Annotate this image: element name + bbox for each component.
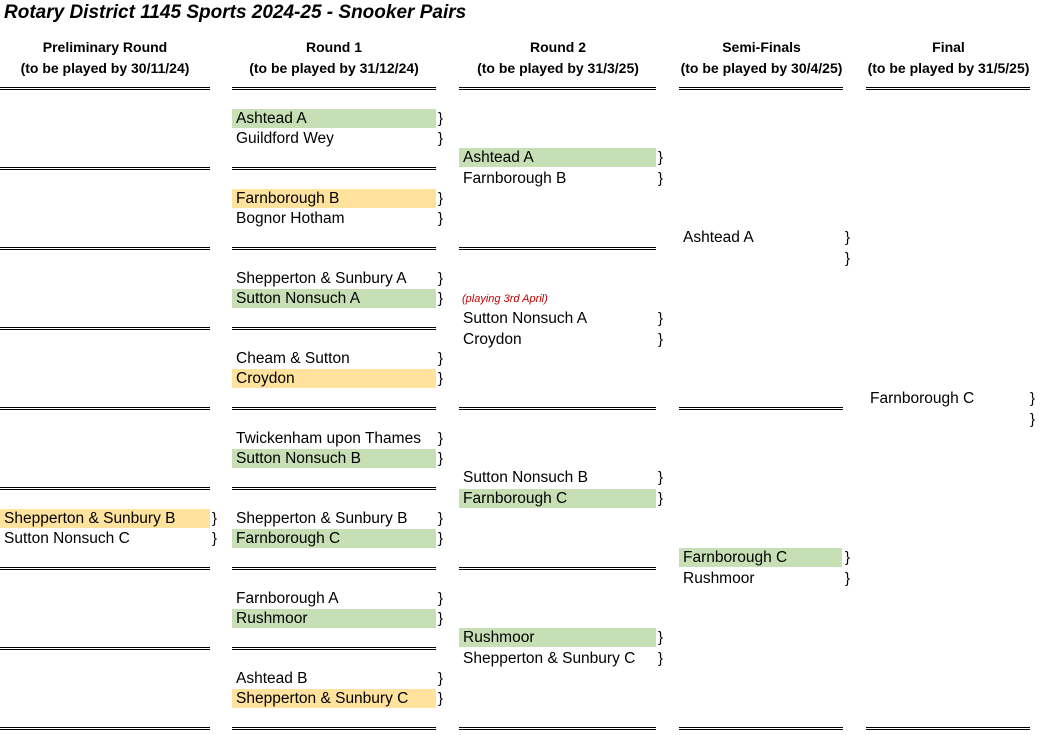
bracket-brace: } bbox=[658, 149, 664, 166]
bracket-divider bbox=[459, 727, 656, 730]
bracket-brace: } bbox=[438, 290, 444, 307]
round2-team: Farnborough C bbox=[459, 489, 656, 508]
round1-team: Farnborough B bbox=[232, 189, 436, 208]
bracket-divider bbox=[232, 247, 436, 250]
round1-team: Bognor Hotham bbox=[236, 210, 345, 227]
bracket-divider bbox=[232, 567, 436, 570]
bracket-brace: } bbox=[212, 530, 218, 547]
bracket-brace: } bbox=[438, 130, 444, 147]
round1-team: Rushmoor bbox=[232, 609, 436, 628]
round1-team: Ashtead A bbox=[232, 109, 436, 128]
round1-team: Twickenham upon Thames bbox=[236, 430, 421, 447]
round-name: Round 1 bbox=[306, 39, 362, 55]
bracket-brace: } bbox=[438, 590, 444, 607]
semis-team: Farnborough C bbox=[679, 548, 842, 567]
bracket-brace: } bbox=[438, 350, 444, 367]
header-preliminary-round bbox=[0, 37, 210, 79]
bracket-brace: } bbox=[658, 469, 664, 486]
bracket-brace: } bbox=[845, 549, 851, 566]
bracket-divider bbox=[459, 407, 656, 410]
round-deadline: (to be played by 31/5/25) bbox=[867, 60, 1030, 76]
bracket-brace: } bbox=[658, 490, 664, 507]
prelim-team: Sutton Nonsuch C bbox=[4, 530, 130, 547]
round2-team: Sutton Nonsuch A bbox=[463, 310, 588, 327]
round2-team: Croydon bbox=[463, 331, 522, 348]
round1-team: Guildford Wey bbox=[236, 130, 334, 147]
bracket-divider bbox=[459, 567, 656, 570]
bracket-divider bbox=[679, 407, 843, 410]
bracket-brace: } bbox=[1030, 411, 1036, 428]
round-deadline: (to be played by 30/11/24) bbox=[20, 60, 190, 76]
semis-team: Ashtead A bbox=[683, 229, 754, 246]
round-name: Round 2 bbox=[530, 39, 586, 55]
header-round-2 bbox=[459, 37, 657, 79]
bracket-divider bbox=[866, 87, 1030, 90]
match-note: (playing 3rd April) bbox=[462, 293, 548, 305]
round-name: Semi-Finals bbox=[722, 39, 801, 55]
round-name: Final bbox=[932, 39, 965, 55]
bracket-divider bbox=[232, 407, 436, 410]
bracket-brace: } bbox=[212, 510, 218, 527]
bracket-divider bbox=[232, 327, 436, 330]
prelim-team: Shepperton & Sunbury B bbox=[0, 509, 210, 528]
bracket-brace: } bbox=[438, 430, 444, 447]
bracket-divider bbox=[679, 87, 843, 90]
bracket-divider bbox=[0, 727, 210, 730]
round2-team: Sutton Nonsuch B bbox=[463, 469, 588, 486]
bracket-brace: } bbox=[438, 530, 444, 547]
bracket-brace: } bbox=[1030, 390, 1036, 407]
round-deadline: (to be played by 31/3/25) bbox=[477, 60, 639, 76]
round1-team: Shepperton & Sunbury A bbox=[236, 270, 407, 287]
bracket-brace: } bbox=[658, 310, 664, 327]
bracket-brace: } bbox=[438, 670, 444, 687]
round2-team: Farnborough B bbox=[463, 170, 567, 187]
bracket-brace: } bbox=[438, 190, 444, 207]
bracket-divider bbox=[866, 727, 1030, 730]
round1-team: Shepperton & Sunbury C bbox=[232, 689, 436, 708]
bracket-divider bbox=[0, 87, 210, 90]
bracket-brace: } bbox=[438, 690, 444, 707]
round2-team: Ashtead A bbox=[459, 148, 656, 167]
bracket-brace: } bbox=[438, 510, 444, 527]
round-name: Preliminary Round bbox=[42, 39, 168, 55]
bracket-divider bbox=[0, 647, 210, 650]
bracket-divider bbox=[0, 487, 210, 490]
bracket-divider bbox=[0, 167, 210, 170]
bracket-brace: } bbox=[438, 610, 444, 627]
bracket-divider bbox=[232, 87, 436, 90]
round1-team: Croydon bbox=[232, 369, 436, 388]
round1-team: Cheam & Sutton bbox=[236, 350, 350, 367]
bracket-brace: } bbox=[658, 650, 664, 667]
bracket-brace: } bbox=[438, 210, 444, 227]
bracket-brace: } bbox=[438, 110, 444, 127]
bracket-divider bbox=[0, 567, 210, 570]
bracket-brace: } bbox=[845, 250, 851, 267]
bracket-brace: } bbox=[658, 331, 664, 348]
page-title: Rotary District 1145 Sports 2024-25 - Snooker Pairs bbox=[4, 2, 467, 23]
bracket-divider bbox=[0, 327, 210, 330]
round-deadline: (to be played by 30/4/25) bbox=[680, 60, 843, 76]
round1-team: Shepperton & Sunbury B bbox=[236, 510, 408, 527]
bracket-brace: } bbox=[845, 570, 851, 587]
bracket-divider bbox=[232, 727, 436, 730]
final-team: Farnborough C bbox=[870, 390, 975, 407]
bracket-divider bbox=[459, 87, 656, 90]
header-final bbox=[866, 37, 1031, 79]
bracket-divider bbox=[232, 167, 436, 170]
header-semi-finals bbox=[679, 37, 844, 79]
round2-team: Shepperton & Sunbury C bbox=[463, 650, 636, 667]
bracket-divider bbox=[232, 647, 436, 650]
bracket-divider bbox=[0, 407, 210, 410]
bracket-brace: } bbox=[658, 629, 664, 646]
bracket-divider bbox=[459, 247, 656, 250]
round1-team: Ashtead B bbox=[236, 670, 308, 687]
round1-team: Sutton Nonsuch B bbox=[232, 449, 436, 468]
bracket-brace: } bbox=[438, 270, 444, 287]
bracket-divider bbox=[232, 487, 436, 490]
round-deadline: (to be played by 31/12/24) bbox=[249, 60, 419, 76]
round1-team: Farnborough A bbox=[236, 590, 339, 607]
bracket-brace: } bbox=[438, 370, 444, 387]
bracket-brace: } bbox=[845, 229, 851, 246]
header-round-1 bbox=[232, 37, 436, 79]
semis-team: Rushmoor bbox=[683, 570, 755, 587]
bracket-brace: } bbox=[658, 170, 664, 187]
round1-team: Farnborough C bbox=[232, 529, 436, 548]
round2-team: Rushmoor bbox=[459, 628, 656, 647]
round1-team: Sutton Nonsuch A bbox=[232, 289, 436, 308]
bracket-divider bbox=[679, 727, 843, 730]
bracket-divider bbox=[0, 247, 210, 250]
bracket-brace: } bbox=[438, 450, 444, 467]
